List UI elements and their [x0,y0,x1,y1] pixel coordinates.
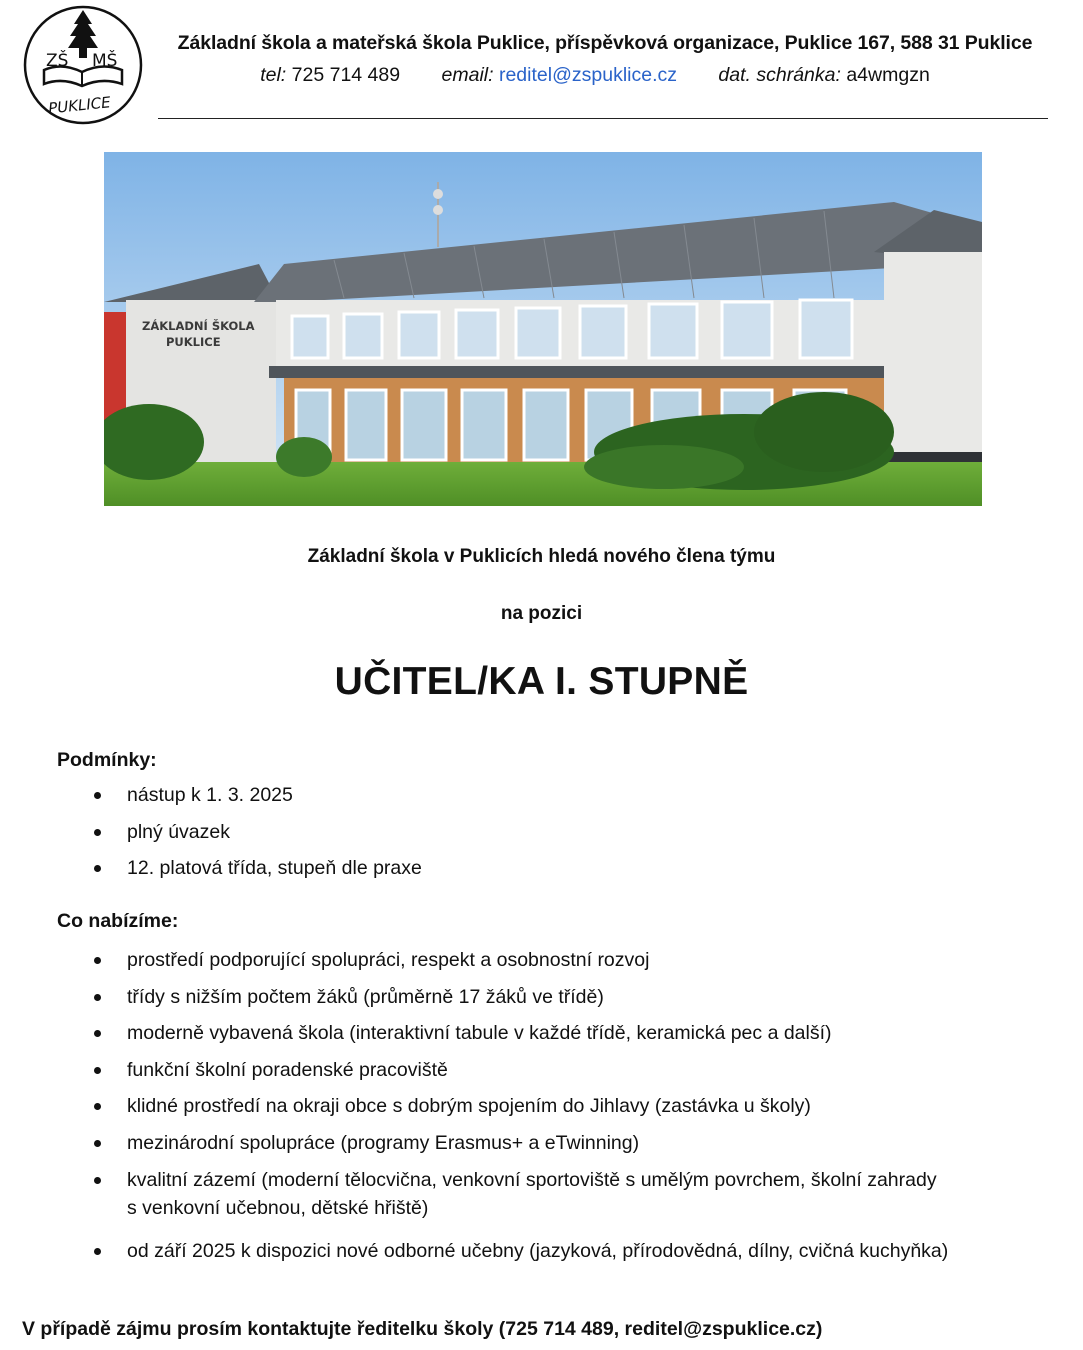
list-item: funkční školní poradenské pracoviště [127,1056,948,1093]
tel-label: tel: [260,64,287,86]
list-item: třídy s nižším počtem žáků (průměrně 17 žáků ve třídě) [127,983,948,1020]
school-name: Základní škola a mateřská škola Puklice, příspěvková organizace, Puklice 167, 588 31 Puklice [177,32,1033,54]
school-logo [22,4,144,126]
conditions-list [127,781,422,891]
list-item-line1: kvalitní zázemí (moderní tělocvična, venkovní sportoviště s umělým povrchem, školní zahrady [127,1168,937,1191]
intro-text: Základní škola v Puklicích hledá nového člena týmu [307,546,776,567]
conditions-heading: Podmínky: [57,749,157,771]
position-label: na pozici [500,603,583,624]
databox-value: a4wmgzn [846,64,930,86]
offer-list [127,946,948,1273]
tel-value: 725 714 489 [291,64,401,86]
list-item: 12. platová třída, stupeň dle praxe [127,854,422,891]
list-item [127,1166,948,1237]
contact-line [160,64,1030,87]
offer-heading: Co nabízíme: [57,910,179,932]
logo-text-ms: MŠ [92,51,118,71]
contact-footer: V případě zájmu prosím kontaktujte ředitelku školy (725 714 489, reditel@zspuklice.cz) [22,1318,823,1340]
sign-line2: PUKLICE [166,335,221,349]
sign-line1: ZÁKLADNÍ ŠKOLA [142,319,255,333]
email-link[interactable]: reditel@zspuklice.cz [498,64,677,86]
header-divider [158,118,1048,119]
list-item: klidné prostředí na okraji obce s dobrým spojením do Jihlavy (zastávka u školy) [127,1092,948,1129]
school-logo-icon [22,4,144,126]
logo-text-zs: ZŠ [46,51,69,71]
list-item: moderně vybavená škola (interaktivní tabule v každé třídě, keramická pec a další) [127,1019,948,1056]
list-item: plný úvazek [127,818,422,855]
list-item: prostředí podporující spolupráci, respekt a osobnostní rozvoj [127,946,948,983]
list-item: mezinárodní spolupráce (programy Erasmus+ a eTwinning) [127,1129,948,1166]
list-item: od září 2025 k dispozici nové odborné učebny (jazyková, přírodovědná, dílny, cvičná kuchyňka) [127,1237,948,1274]
list-item: nástup k 1. 3. 2025 [127,781,422,818]
email-label: email: [441,64,494,86]
job-title: UČITEL/KA I. STUPNĚ [334,660,749,703]
logo-text-puklice: PUKLICE [47,93,112,118]
list-item-line2: s venkovní učebnou, dětské hřiště) [127,1196,429,1219]
school-building-photo [104,152,982,506]
databox-label: dat. schránka: [718,64,841,86]
